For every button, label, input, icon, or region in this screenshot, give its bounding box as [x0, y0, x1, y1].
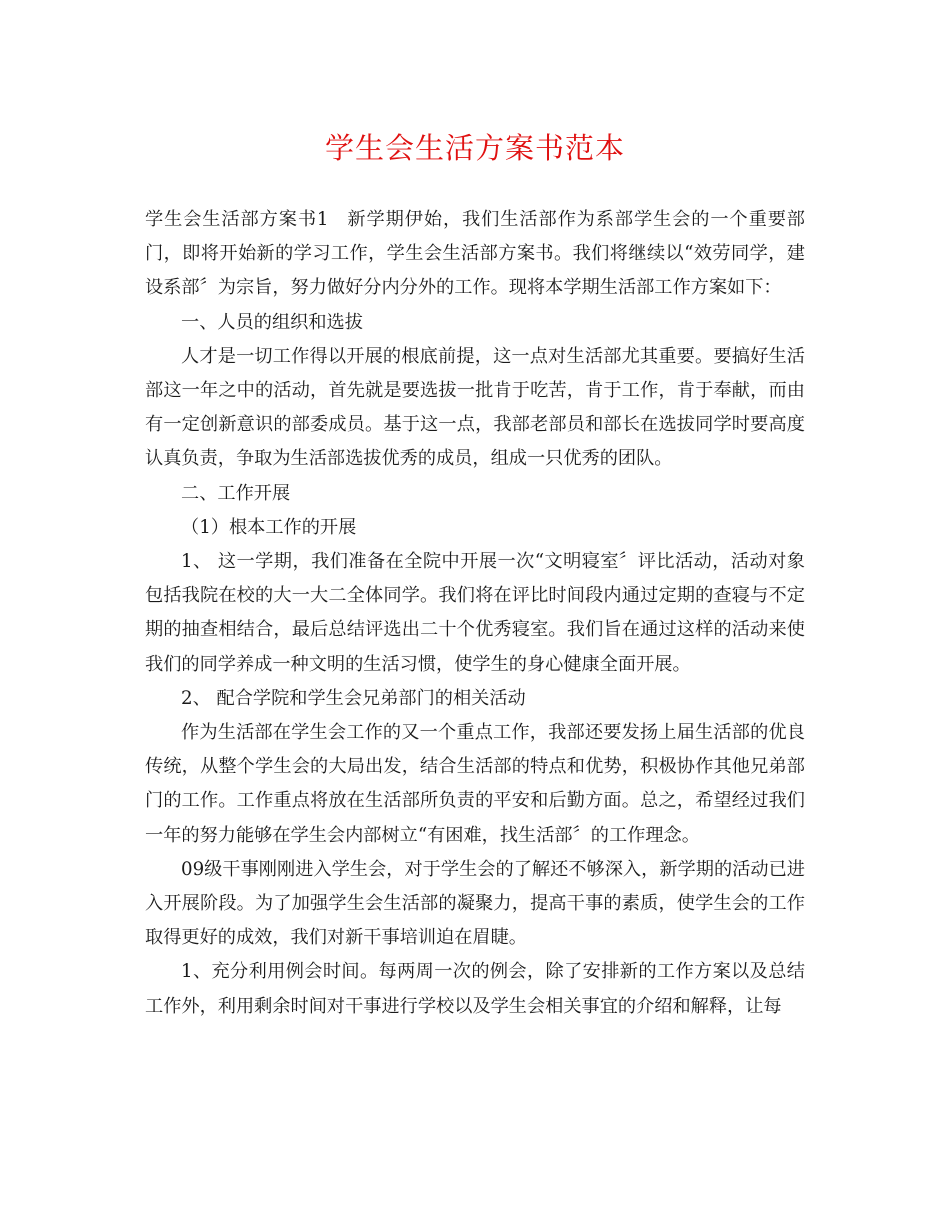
paragraph-8: 09级干事刚刚进入学生会，对于学生会的了解还不够深入，新学期的活动已进入开展阶段。为了加强学生会生活部的凝聚力，提高干事的素质，使学生会的工作取得更好的成效，我们对新干事培训迫在眉睫。: [145, 858, 805, 949]
section-heading-2: 二、工作开展: [181, 482, 291, 504]
document-body: [145, 203, 805, 1024]
paragraph-9: 1、充分利用例会时间。每两周一次的例会，除了安排新的工作方案以及总结工作外，利用剩余时间对干事进行学校以及学生会相关事宜的介绍和解释，让每: [145, 961, 805, 1017]
section-heading-1: 一、人员的组织和选拔: [181, 311, 363, 333]
list-heading-2: 2、 配合学院和学生会兄弟部门的相关活动: [181, 687, 526, 709]
paragraph-2: 人才是一切工作得以开展的根底前提，这一点对生活部尤其重要。要搞好生活部这一年之中的活动，首先就是要选拔一批肯于吃苦，肯于工作，肯于奉献，而由有一定创新意识的部委成员。基于这一点，我部老部员和部长在选拔同学时要高度认真负责，争取为生活部选拔优秀的成员，组成一只优秀的团队。: [145, 345, 805, 470]
intro-text: 新学期伊始，我们生活部作为系部学生会的一个重要部门，即将开始新的学习工作，学生会生活部方案书。我们将继续以“效劳同学，建设系部〞为宗旨，努力做好分内分外的工作。现将本学期生活部工作方案如下：: [145, 209, 805, 299]
paragraph-intro: [145, 203, 805, 306]
paragraph-7: 作为生活部在学生会工作的又一个重点工作，我部还要发扬上届生活部的优良传统，从整个学生会的大局出发，结合生活部的特点和优势，积极协作其他兄弟部门的工作。工作重点将放在生活部所负责的平安和后勤方面。总之，希望经过我们一年的努力能够在学生会内部树立“有困难，找生活部〞的工作理念。: [145, 722, 805, 846]
paragraph-5: 1、 这一学期，我们准备在全院中开展一次“文明寝室〞评比活动，活动对象包括我院在校的大一大二全体同学。我们将在评比时间段内通过定期的查寝与不定期的抽查相结合，最后总结评选出二十个优秀寝室。我们旨在通过这样的活动来使我们的同学养成一种文明的生活习惯，使学生的身心健康全面开展。: [145, 551, 805, 675]
subsection-heading-1: （1）根本工作的开展: [181, 516, 357, 538]
document-title: 学生会生活方案书范本: [324, 131, 625, 165]
intro-lead: 学生会生活部方案书1: [145, 209, 329, 230]
